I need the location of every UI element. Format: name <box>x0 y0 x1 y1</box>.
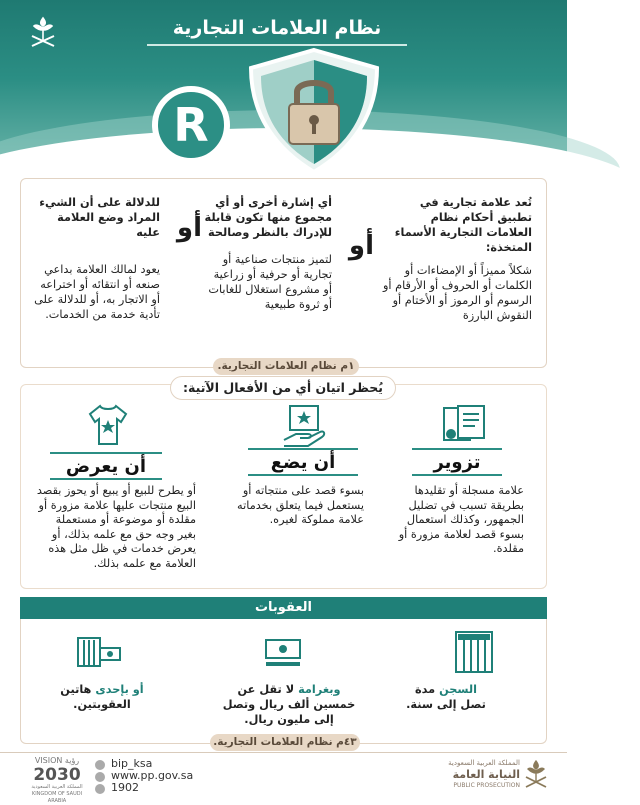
vision-2030-logo <box>26 756 88 805</box>
definition-body: لتميز منتجات صناعية أو تجارية أو حرفية أو زراعية أو مشروع استغلال للغابات أو ثروة طبيعية <box>208 253 332 311</box>
prison-bars-icon <box>454 630 494 674</box>
vision-label: VISION رؤية <box>34 756 80 765</box>
definition-column-middle <box>202 195 332 312</box>
org-line2: النيابة العامة <box>452 768 520 781</box>
prohibited-title: يُحظر اتيان أي من الأفعال الآتية: <box>170 376 396 400</box>
act-title-place: أن يضع <box>248 448 358 476</box>
org-name <box>436 758 520 791</box>
phone-icon <box>95 784 105 794</box>
header-banner <box>0 0 567 175</box>
org-line1: المملكة العربية السعودية <box>448 759 520 767</box>
penalty-text: مدة تصل إلى سنة. <box>406 683 486 711</box>
banknote-icon <box>264 634 302 672</box>
penalty-either <box>52 682 152 712</box>
org-line3: PUBLIC PROSECUTION <box>453 782 520 789</box>
vision-sub: المملكة العربية السعودية KINGDOM OF SAUDI ARABIA <box>31 784 83 804</box>
globe-icon <box>95 772 105 782</box>
act-text-forgery: علامة مسجلة أو تقليدها بطريقة تسبب في تضليل الجمهور، وكذلك استعمال بسوء قصد لعلامة مزورة أو مقلدة. <box>398 484 524 555</box>
or-label: أو <box>348 231 374 261</box>
act-title-forgery: تزوير <box>412 448 502 476</box>
act-title-offer: أن يعرض <box>50 452 162 480</box>
twitter-icon <box>95 760 105 770</box>
source-citation: ٤٣م نظام العلامات التجارية. <box>210 734 360 751</box>
shield-lock-icon <box>241 46 387 176</box>
penalty-text: لا تقل عن خمسين ألف ريال وتصل إلى مليون ريال. <box>222 683 356 726</box>
definition-body: يعود لمالك العلامة بداعي صنعه أو انتقائه أو اختراعه أو الاتجار به، أو للدلالة على تأدية خدمة من الخدمات. <box>34 263 160 321</box>
definition-lead: تُعد علامة تجارية في تطبيق أحكام نظام العلامات التجارية الأسماء المتخذة: <box>394 196 532 254</box>
certificate-document-icon <box>441 404 487 446</box>
website-link[interactable]: www.pp.gov.sa <box>111 769 194 782</box>
penalty-highlight: وبغرامة <box>298 683 341 696</box>
definition-lead: للدلالة على أن الشيء المراد وضع العلامة عليه <box>39 196 160 239</box>
definition-column-left <box>30 195 160 322</box>
penalty-prison <box>404 682 488 712</box>
source-citation: ١م نظام العلامات التجارية. <box>213 358 359 375</box>
penalty-text: هاتين العقوبتين. <box>60 683 131 711</box>
tshirt-icon <box>88 404 128 446</box>
twitter-handle[interactable]: bip_ksa <box>111 757 153 770</box>
public-prosecution-emblem-icon <box>520 758 552 792</box>
saudi-emblem-icon <box>24 14 62 54</box>
penalty-highlight: أو بإحدى <box>95 683 144 696</box>
or-label: أو <box>176 213 202 243</box>
page-title: نظام العلامات التجارية <box>147 12 407 46</box>
act-text-offer: أو يطرح للبيع أو يبيع أو يحوز بقصد البيع منتجات عليها علامة مزورة أو مقلدة أو موضوعة أو مستعملة بغير وجه حق مع علمه بذلك، أو يعرض خدمات في ظل مثل هذه العلامة مع علمه بذلك. <box>36 484 196 570</box>
definition-body: شكلاً مميزاً أو الإمضاءات أو الكلمات أو الحروف أو الأرقام أو الرسوم أو الرموز أو الأختام أو النقوش البارزة <box>382 264 532 322</box>
registered-trademark-icon: R <box>152 86 230 164</box>
penalty-highlight: السجن <box>439 683 478 696</box>
definition-column-right <box>382 195 532 323</box>
definition-box <box>20 178 547 368</box>
penalties-title: العقوبات <box>20 597 547 619</box>
act-text-place: بسوء قصد على منتجاته أو يستعمل فيما يتعلق بخدماته علامة مملوكة لغيره. <box>237 484 364 526</box>
phone-number[interactable]: 1902 <box>111 781 139 794</box>
hand-certificate-icon <box>282 404 326 448</box>
definition-lead: أي إشارة أخرى أو أي مجموع منها تكون قابلة للإدراك بالنظر وصالحة <box>204 196 332 239</box>
penalty-fine <box>222 682 356 727</box>
vision-year: 2030 <box>33 765 81 785</box>
prison-and-money-icon <box>76 632 122 672</box>
